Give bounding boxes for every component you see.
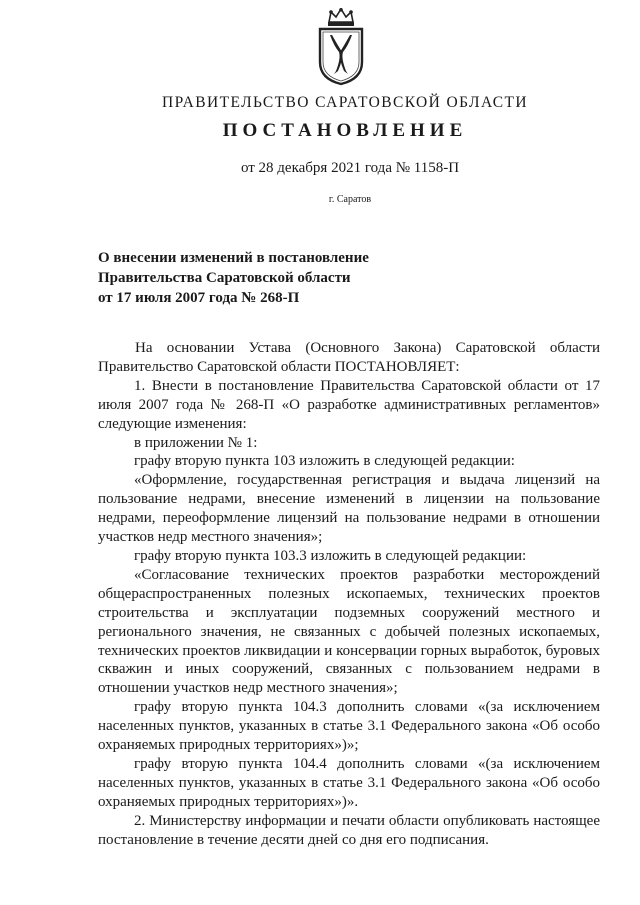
- government-name: ПРАВИТЕЛЬСТВО САРАТОВСКОЙ ОБЛАСТИ: [162, 94, 528, 111]
- point-103-intro: графу вторую пункта 103 изложить в следующей редакции:: [134, 453, 515, 470]
- document-body: [98, 339, 600, 849]
- item-1-paragraph: 1. Внести в постановление Правительства Саратовской области от 17 июля 2007 года № 268-П «О разработке административных регламентов» следующие изменения:: [98, 377, 600, 432]
- document-subject: [98, 248, 428, 308]
- point-103-text: «Оформление, государственная регистрация и выдача лицензий на пользование недрами, внесение изменений в лицензии на пользование недрами, переоформление лицензий на пользование недрами в отношении участков недр местного значения»;: [98, 472, 600, 546]
- appendix-paragraph: в приложении № 1:: [134, 434, 258, 451]
- point-104-4-paragraph: графу вторую пункта 104.4 дополнить словами «(за исключением населенных пунктов, указанных в статье 3.1 Федерального закона «Об особо охраняемых природных территориях»)».: [98, 755, 600, 810]
- point-103-3-intro: графу вторую пункта 103.3 изложить в следующей редакции:: [134, 547, 527, 564]
- point-103-3-text: «Согласование технических проектов разработки месторождений общераспространенных полезных ископаемых, технических проектов строительства и эксплуатации подземных сооружений местного и регионального значения, не связанных с добычей полезных ископаемых, технических проектов ликвидации и консервации горных выработок, буровых скважин и иных сооружений, связанных с пользованием недрами в отношении участков недр местного значения»;: [98, 566, 600, 697]
- subject-line: О внесении изменений в постановление: [98, 250, 369, 266]
- document-type: ПОСТАНОВЛЕНИЕ: [222, 120, 468, 141]
- point-104-3-paragraph: графу вторую пункта 104.3 дополнить словами «(за исключением населенных пунктов, указанных в статье 3.1 Федерального закона «Об особо охраняемых природных территориях»)»;: [98, 699, 600, 754]
- subject-line: от 17 июля 2007 года № 268-П: [98, 290, 300, 306]
- city: г. Саратов: [328, 194, 372, 205]
- subject-line: Правительства Саратовской области: [98, 270, 351, 286]
- item-2-paragraph: 2. Министерству информации и печати области опубликовать настоящее постановление в течение десяти дней со дня его подписания.: [98, 812, 600, 848]
- preamble-paragraph: На основании Устава (Основного Закона) Саратовской области Правительство Саратовской области ПОСТАНОВЛЯЕТ:: [98, 340, 600, 375]
- coat-of-arms-icon: [312, 8, 370, 86]
- date-and-number: от 28 декабря 2021 года № 1158-П: [240, 160, 460, 176]
